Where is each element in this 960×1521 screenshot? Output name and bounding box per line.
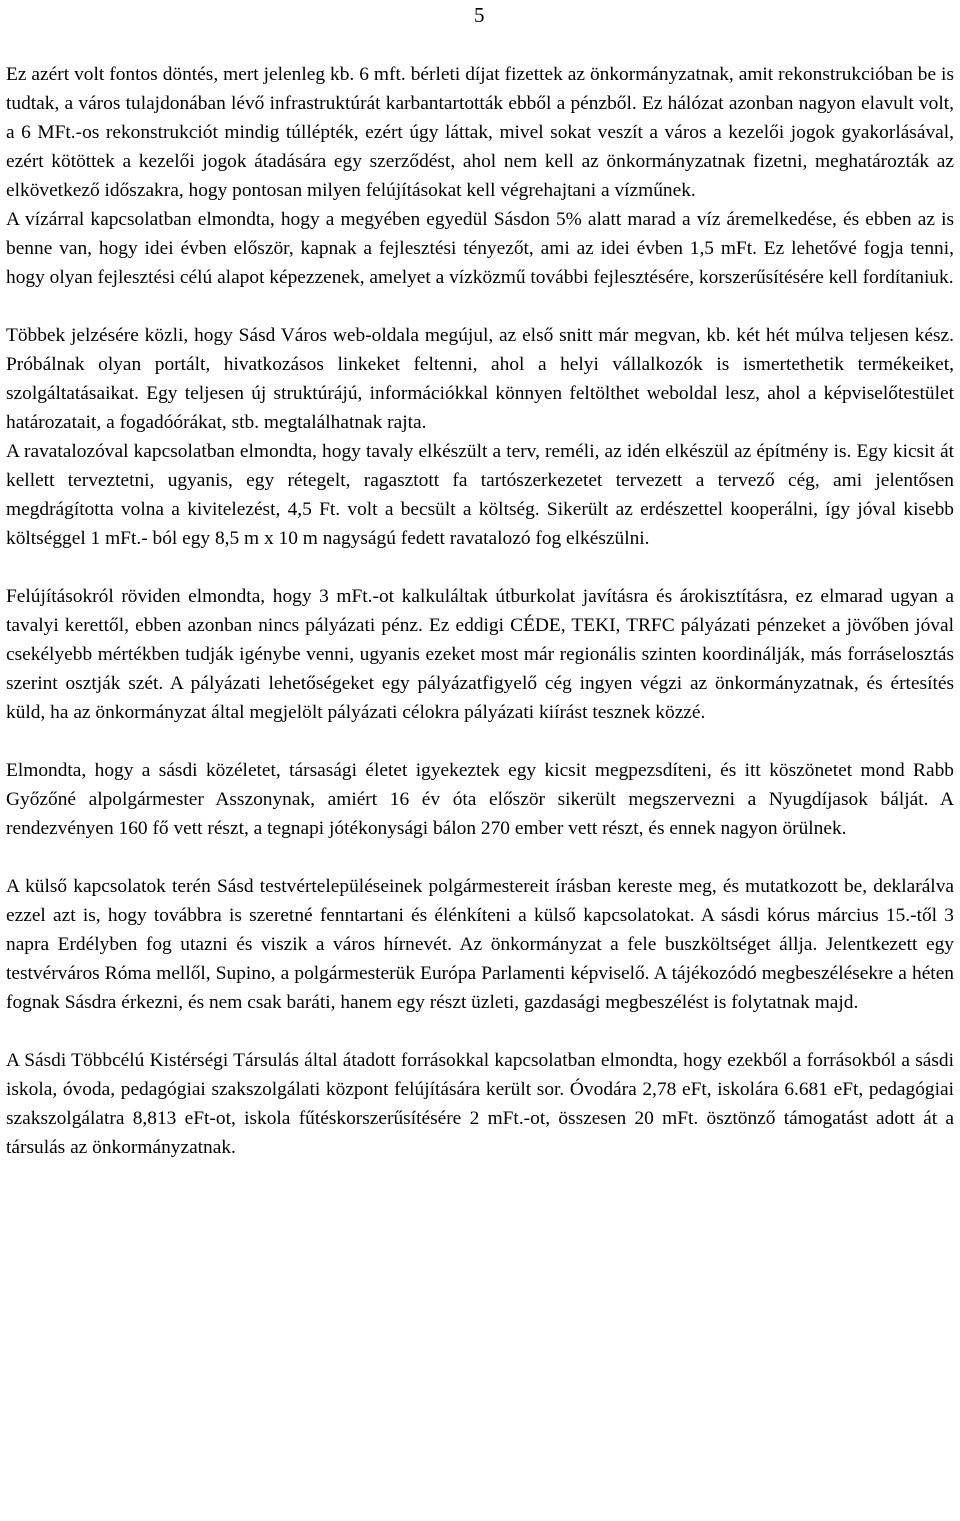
paragraph-gap xyxy=(6,843,954,872)
paragraph-subregional-association: A Sásdi Többcélú Kistérségi Társulás által átadott forrásokkal kapcsolatban elmondta, hogy ezekből a forrásokból a sásdi iskola, óvoda, pedagógiai szakszolgálati központ felújítására került sor. Óvodára 2,78 eFt, iskolára 6.681 eFt, pedagógiai szakszolgálatra 8,813 eFt-ot, iskola fűtéskorszerűsítésére 2 mFt.-ot, összesen 20 mFt. ösztönző támogatást adott át a társulás az önkormányzatnak. xyxy=(6,1050,954,1158)
paragraph-water-price: A vízárral kapcsolatban elmondta, hogy a megyében egyedül Sásdon 5% alatt marad a víz áremelkedése, és ebben az is benne van, hogy idei évben először, kapnak a fejlesztési tényezőt, ami az idei évben 1,5 mFt. Ez lehetővé fogja tenni, hogy olyan fejlesztési célú alapot képezzenek, amelyet a vízközmű további fejlesztésére, korszerűsítésére kell fordítaniuk. xyxy=(6,209,954,288)
paragraph-renovations: Felújításokról röviden elmondta, hogy 3 mFt.-ot kalkuláltak útburkolat javításra és árokisztításra, ez elmarad ugyan a tavalyi kerettől, ebben azonban nincs pályázati pénz. Ez eddigi CÉDE, TEKI, TRFC pályázati pénzeket a jövőben jóval csekélyebb mértékben tudják igénybe venni, ugyanis ezeket most már regionális szinten koordinálják, más forráselosztás szerint osztják szét. A pályázati lehetőségeket egy pályázatfigyelő cég ingyen végzi az önkormányzatnak, és értesítés küld, ha az önkormányzat által megjelölt pályázati célokra pályázati kiírást tesznek közzé. xyxy=(6,586,954,723)
page-number: 5 xyxy=(474,3,485,27)
paragraph-gap xyxy=(6,727,954,756)
paragraph-gap xyxy=(6,1017,954,1046)
paragraph-gap xyxy=(6,553,954,582)
paragraph-funeral-hall: A ravatalozóval kapcsolatban elmondta, hogy tavaly elkészült a terv, reméli, az idén elkészül az építmény is. Egy kicsit át kellett terveztetni, ugyanis, egy rétegelt, ragasztott fa tartószerkezetet tervezett a tervező cég, ami jelentősen megdrágította volna a kivitelezést, 4,5 Ft. volt a becsült a költség. Sikerült az erdészettel kooperálni, így jóval kisebb költséggel 1 mFt.- ból egy 8,5 m x 10 m nagyságú fedett ravatalozó fog elkészülni. xyxy=(6,441,954,549)
paragraph-public-life: Elmondta, hogy a sásdi közéletet, társasági életet igyekeztek egy kicsit megpezsdíteni, és itt köszönetet mond Rabb Győzőné alpolgármester Asszonynak, amiért 16 év óta először sikerült megszervezni a Nyugdíjasok bálját. A rendezvényen 160 fő vett részt, a tegnapi jótékonysági bálon 270 ember vett részt, és ennek nagyon örülnek. xyxy=(6,760,954,839)
paragraph-gap xyxy=(6,292,954,321)
paragraph-website: Többek jelzésére közli, hogy Sásd Város web-oldala megújul, az első snitt már megvan, kb. két hét múlva teljesen kész. Próbálnak olyan portált, hivatkozásos linkeket feltenni, ahol a helyi vállalkozók is ismertethetik termékeiket, szolgáltatásaikat. Egy teljesen új struktúrájú, információkkal könnyen feltölthet weboldal lesz, ahol a képviselőtestület határozatait, a fogadóórákat, stb. megtalálhatnak rajta. xyxy=(6,325,954,433)
document-body xyxy=(6,60,954,1162)
paragraph-water-utility-rent: Ez azért volt fontos döntés, mert jelenleg kb. 6 mft. bérleti díjat fizettek az önkormányzatnak, amit rekonstrukcióban be is tudtak, a város tulajdonában lévő infrastruktúrát karbantartották ebből a pénzből. Ez hálózat azonban nagyon elavult volt, a 6 MFt.-os rekonstrukciót mindig túllépték, ezért úgy láttak, mivel sokat veszít a város a kezelői jogok gyakorlásával, ezért kötöttek a kezelői jogok átadására egy szerződést, ahol nem kell az önkormányzatnak fizetni, meghatározták az elkövetkező időszakra, hogy pontosan milyen felújításokat kell végrehajtani a vízműnek. xyxy=(6,64,954,201)
paragraph-external-relations: A külső kapcsolatok terén Sásd testvértelepüléseinek polgármestereit írásban kereste meg, és mutatkozott be, deklarálva ezzel azt is, hogy továbbra is szeretné fenntartani és élénkíteni a külső kapcsolatokat. A sásdi kórus március 15.-től 3 napra Erdélyben fog utazni és viszik a város hírnevét. Az önkormányzat a fele buszköltséget állja. Jelentkezett egy testvérváros Róma mellől, Supino, a polgármesterük Európa Parlamenti képviselő. A tájékozódó megbeszélésekre a héten fognak Sásdra érkezni, és nem csak baráti, hanem egy részt üzleti, gazdasági megbeszélést is folytatnak majd. xyxy=(6,876,954,1013)
